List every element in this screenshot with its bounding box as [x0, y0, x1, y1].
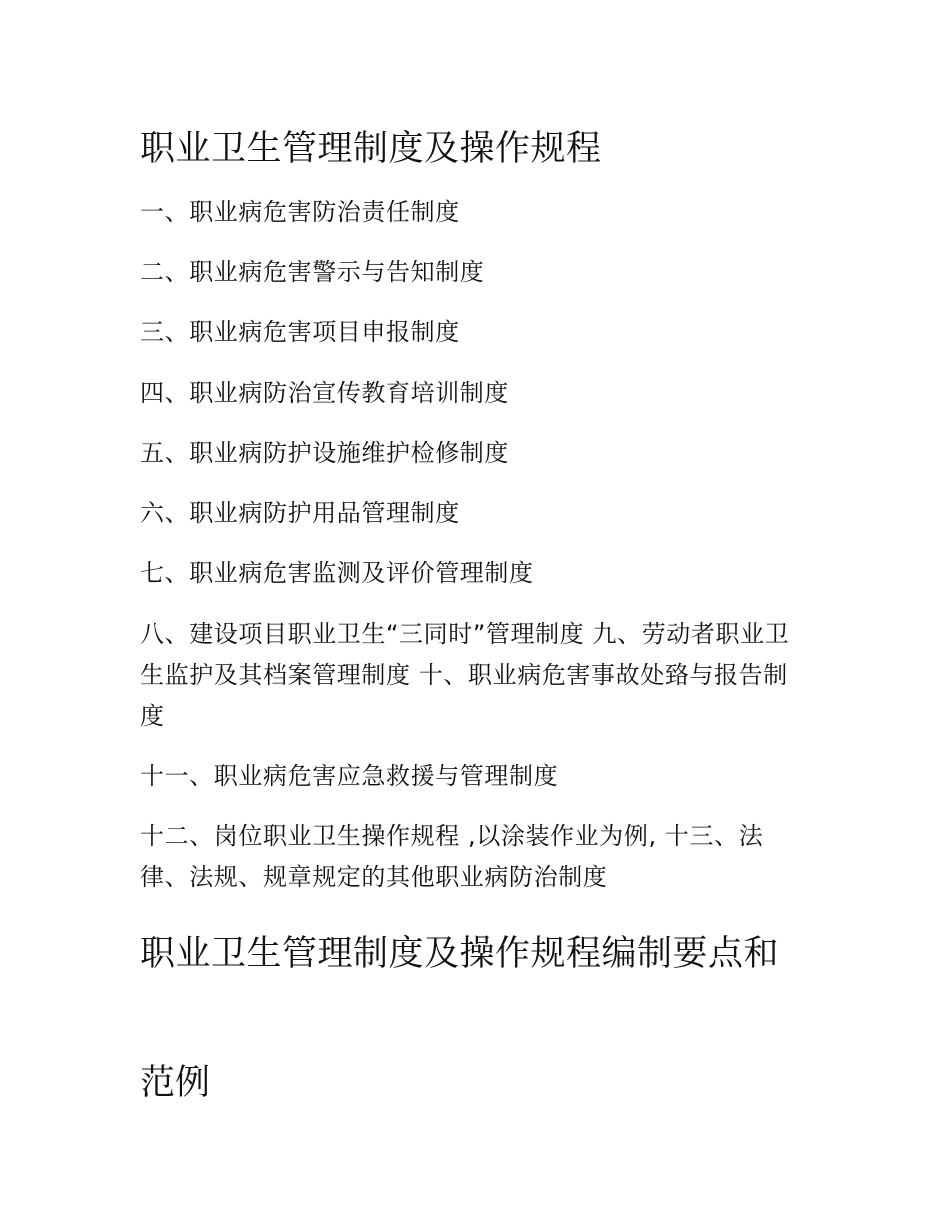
section-title: 职业卫生管理制度及操作规程编制要点和 — [140, 934, 780, 974]
list-item: 七、职业病危害监测及评价管理制度 — [140, 559, 534, 587]
document-title: 职业卫生管理制度及操作规程 — [140, 129, 602, 169]
list-item: 六、职业病防护用品管理制度 — [140, 499, 460, 527]
list-item: 五、职业病防护设施维护检修制度 — [140, 439, 509, 467]
list-item: 十一、职业病危害应急救援与管理制度 — [140, 762, 559, 790]
list-item: 四、职业病防治宣传教育培训制度 — [140, 379, 509, 407]
section-title-continued: 范例 — [140, 1063, 211, 1103]
list-item: 八、建设项目职业卫生“三同时”管理制度 九、劳动者职业卫生监护及其档案管理制度 十、职业病危害事故处臵与报告制度 — [140, 620, 790, 730]
list-item: 二、职业病危害警示与告知制度 — [140, 258, 485, 286]
list-item: 一、职业病危害防治责任制度 — [140, 198, 460, 226]
list-item: 十二、岗位职业卫生操作规程 ,以涂装作业为例, 十三、法律、法规、规章规定的其他职业病防治制度 — [140, 822, 764, 891]
list-item: 三、职业病危害项目申报制度 — [140, 318, 460, 346]
